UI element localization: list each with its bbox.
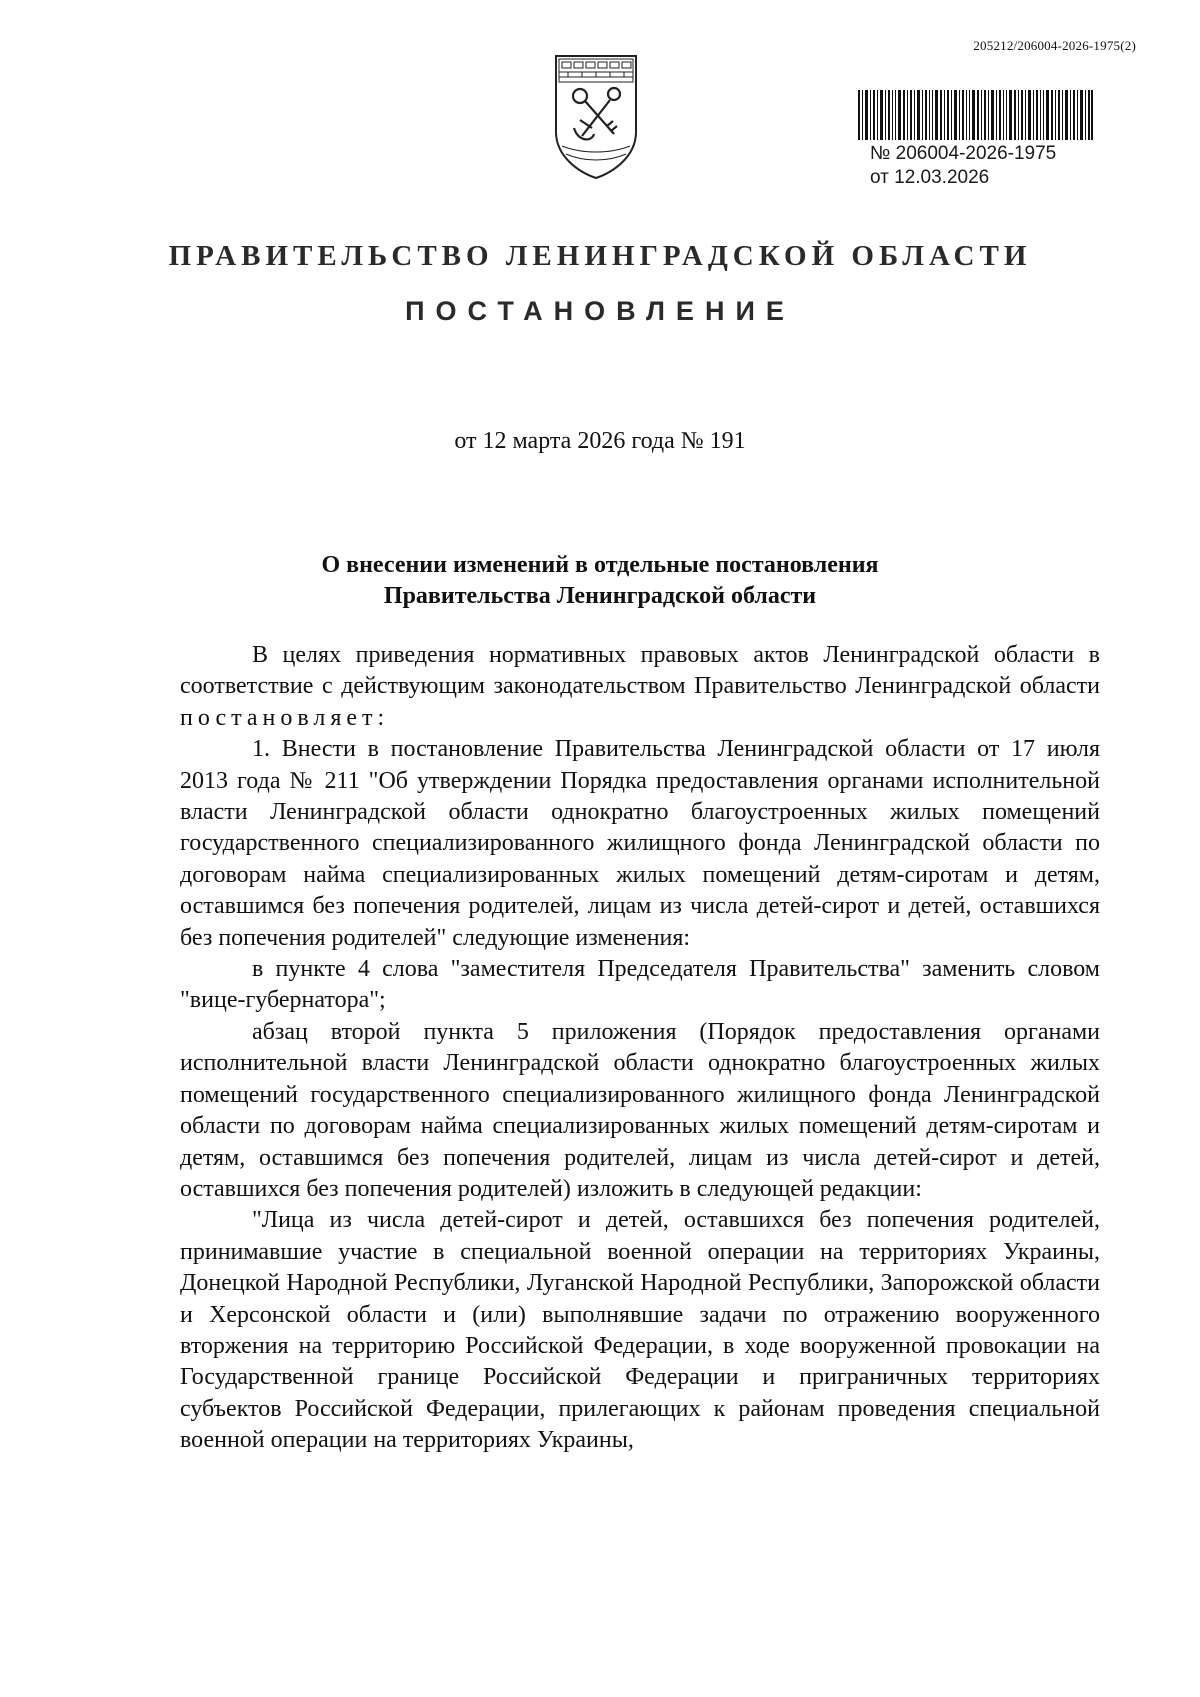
title-line-2: Правительства Ленинградской области	[383, 583, 817, 609]
title-line-1: О внесении изменений в отдельные постановления	[321, 552, 879, 578]
document-title	[0, 550, 1200, 612]
document-body	[180, 640, 1100, 1457]
document-type: ПОСТАНОВЛЕНИЕ	[405, 296, 795, 326]
preamble-text: В целях приведения нормативных правовых актов Ленинградской области в соответствие с действующим законодательством Правительство Ленинградской области	[180, 642, 1100, 700]
issuing-authority: ПРАВИТЕЛЬСТВО ЛЕНИНГРАДСКОЙ ОБЛАСТИ	[168, 240, 1032, 272]
registration-date: от 12.03.2026	[870, 167, 990, 188]
registration-number: № 206004-2026-1975	[870, 143, 1057, 164]
amendment-point-5-paragraph: абзац второй пункта 5 приложения (Порядок предоставления органами исполнительной власти Ленинградской области однократно благоустроенных жилых помещений государственного специализированного жилищного фонда Ленинградской области по договорам найма специализированных жилых помещений детям-сиротам и детям, оставшимся без попечения родителей, лицам из числа детей-сирот и детей, оставшихся без попечения родителей) изложить в следующей редакции:	[180, 1018, 1100, 1202]
preamble-paragraph	[180, 640, 1100, 734]
document-id: 205212/206004-2026-1975(2)	[973, 38, 1136, 53]
clause-1-paragraph: 1. Внести в постановление Правительства Ленинградской области от 17 июля 2013 года № 211 "Об утверждении Порядка предоставления органами исполнительной власти Ленинградской области однократно благоустроенных жилых помещений государственного специализированного жилищного фонда Ленинградской области по договорам найма специализированных жилых помещений детям-сиротам и детям, оставшимся без попечения родителей, лицам из числа детей-сирот и детей, оставшихся без попечения родителей" следующие изменения:	[180, 736, 1100, 951]
new-wording-paragraph: "Лица из числа детей-сирот и детей, оставшихся без попечения родителей, принимавшие участие в специальной военной операции на территориях Украины, Донецкой Народной Республики, Луганской Народной Республики, Запорожской области и Херсонской области и (или) выполнявшие задачи по отражению вооруженного вторжения на территорию Российской Федерации, в ходе вооруженной провокации на Государственной границе Российской Федерации и приграничных территориях субъектов Российской Федерации, прилегающих к районам проведения специальной военной операции на территориях Украины,	[180, 1207, 1100, 1454]
document-date-number: от 12 марта 2026 года № 191	[454, 428, 746, 454]
barcode	[858, 90, 1093, 140]
registration-stamp	[870, 142, 1056, 190]
resolves-word: постановляет	[180, 704, 378, 731]
preamble-colon: :	[377, 704, 385, 731]
coat-of-arms-emblem	[552, 50, 640, 182]
amendment-point-4-paragraph: в пункте 4 слова "заместителя Председателя Правительства" заменить словом "вице-губернатора";	[180, 956, 1100, 1014]
